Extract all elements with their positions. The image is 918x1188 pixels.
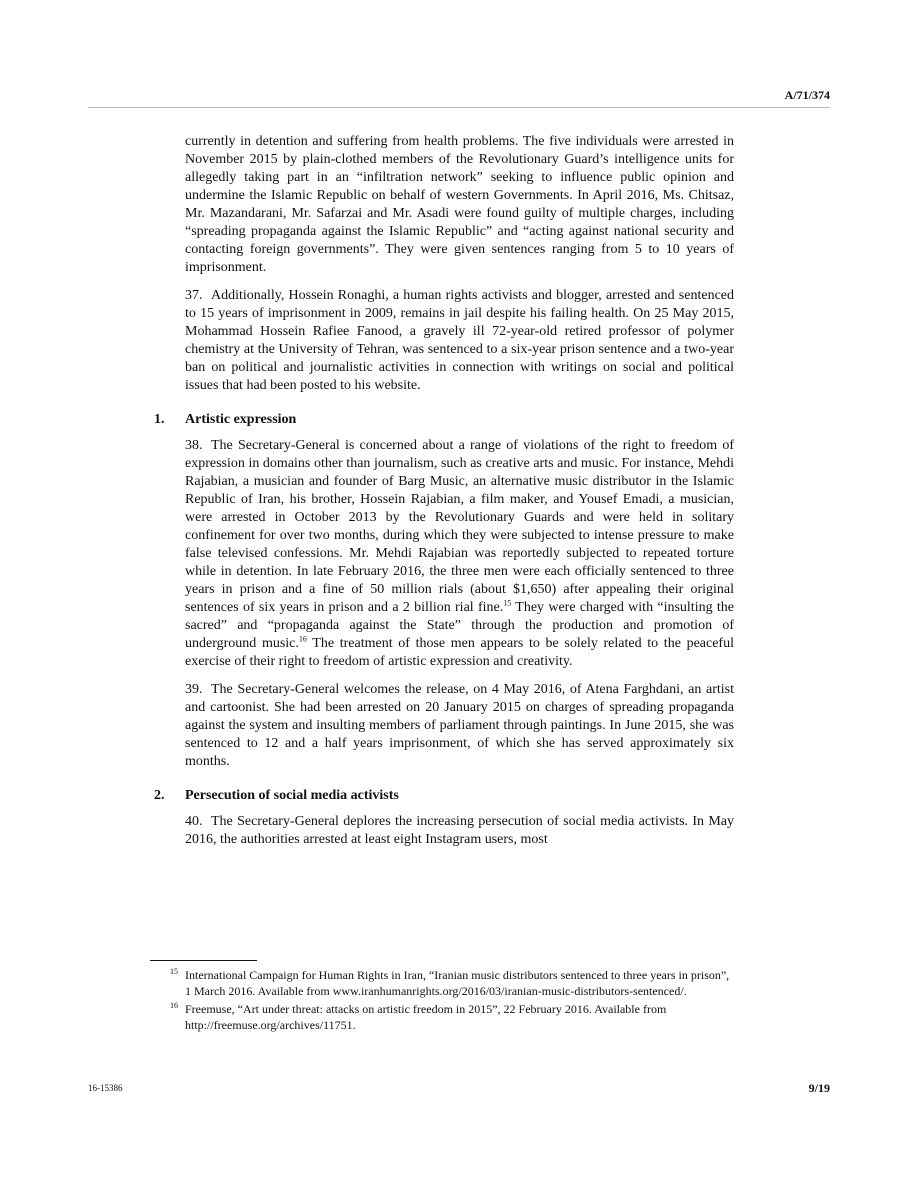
heading-title: Persecution of social media activists xyxy=(185,788,399,803)
paragraph-number: 37. xyxy=(185,288,203,303)
page-number: 9/19 xyxy=(808,1081,830,1095)
footnotes xyxy=(170,967,730,1035)
paragraph-number: 40. xyxy=(185,814,203,829)
footnote-ref-15[interactable]: 15 xyxy=(503,598,512,608)
header-divider xyxy=(88,107,830,108)
paragraph-40 xyxy=(185,813,734,849)
paragraph-text: Additionally, Hossein Ronaghi, a human rights activists and blogger, arrested and sentenced to 15 years of imprisonment in 2009, remains in jail despite his failing health. On 25 May 2015, Mohammad Hossein Rafiee Fanood, a gravely ill 72-year-old retired professor of polymer chemistry at the University of Tehran, was sentenced to a six-year prison sentence and a two-year ban on political and journalistic activities in connection with writings on social and political issues that had been posted to his website. xyxy=(185,288,734,393)
footnote-15 xyxy=(170,967,730,999)
heading-number: 2. xyxy=(154,788,165,803)
footnote-number: 16 xyxy=(170,1001,178,1010)
paragraph-36-continued: currently in detention and suffering from health problems. The five individuals were arrested in November 2015 by plain-clothed members of the Revolutionary Guard’s intelligence units for allegedly taking part in an “infiltration network” seeking to influence public opinion and undermine the Islamic Republic on behalf of western Governments. In April 2016, Ms. Chitsaz, Mr. Mazandarani, Mr. Safarzai and Mr. Asadi were found guilty of multiple charges, including “spreading propaganda against the Islamic Republic” and “acting against national security and contacting foreign governments”. They were given sentences ranging from 5 to 10 years of imprisonment. xyxy=(185,134,734,275)
paragraph-text: The Secretary-General welcomes the release, on 4 May 2016, of Atena Farghdani, an artist and cartoonist. She had been arrested on 20 January 2015 on charges of spreading propaganda against the system and insulting members of parliament through paintings. In June 2015, she was sentenced to 12 and a half years imprisonment, of which she has served approximately six months. xyxy=(185,682,734,769)
document-symbol: A/71/374 xyxy=(784,88,830,102)
footnote-text: Freemuse, “Art under threat: attacks on artistic freedom in 2015”, 22 February 2016. Available from http://freemuse.org/archives/11751. xyxy=(185,1002,667,1032)
section-heading-artistic-expression xyxy=(154,411,734,429)
main-body xyxy=(154,133,734,859)
section-heading-social-media xyxy=(154,787,734,805)
paragraph-text: The Secretary-General deplores the increasing persecution of social media activists. In May 2016, the authorities arrested at least eight Instagram users, most xyxy=(185,814,734,847)
footnote-ref-16[interactable]: 16 xyxy=(298,634,307,644)
footnote-text: International Campaign for Human Rights in Iran, “Iranian music distributors sentenced to three years in prison”, 1 March 2016. Available from www.iranhumanrights.org/2016/03/iranian-music-distributors-sentenced/. xyxy=(185,968,730,998)
paragraph-text: The treatment of those men appears to be solely related to the peaceful exercise of their right to freedom of artistic expression and creativity. xyxy=(185,636,734,669)
paragraph-38 xyxy=(185,437,734,671)
paragraph-37 xyxy=(185,287,734,395)
paragraph-number: 39. xyxy=(185,682,203,697)
paragraph-number: 38. xyxy=(185,438,203,453)
job-number: 16-15386 xyxy=(88,1083,123,1093)
footnote-separator xyxy=(150,960,257,961)
footnote-number: 15 xyxy=(170,967,178,976)
paragraph-39 xyxy=(185,681,734,771)
heading-title: Artistic expression xyxy=(185,412,297,427)
paragraph-text: The Secretary-General is concerned about a range of violations of the right to freedom of expression in domains other than journalism, such as creative arts and music. For instance, Mehdi Rajabian, a musician and founder of Barg Music, an alternative music distributor in the Islamic Republic of Iran, his brother, Hossein Rajabian, a film maker, and Yousef Emadi, a musician, were arrested in October 2013 by the Revolutionary Guards and were held in solitary confinement for over two months, during which they were subjected to intense pressure to make false televised confessions. Mr. Mehdi Rajabian was reportedly subjected to repeated torture while in detention. In late February 2016, the three men were each officially sentenced to three years in prison and a fine of 50 million rials (about $1,650) after appealing their original sentences of six years in prison and a 2 billion rial fine. xyxy=(185,438,734,615)
footnote-16 xyxy=(170,1001,730,1033)
heading-number: 1. xyxy=(154,412,165,427)
paragraph-text: They were charged with “insulting the sacred” and “propaganda against the State” through the production and promotion of underground music. xyxy=(185,600,734,651)
